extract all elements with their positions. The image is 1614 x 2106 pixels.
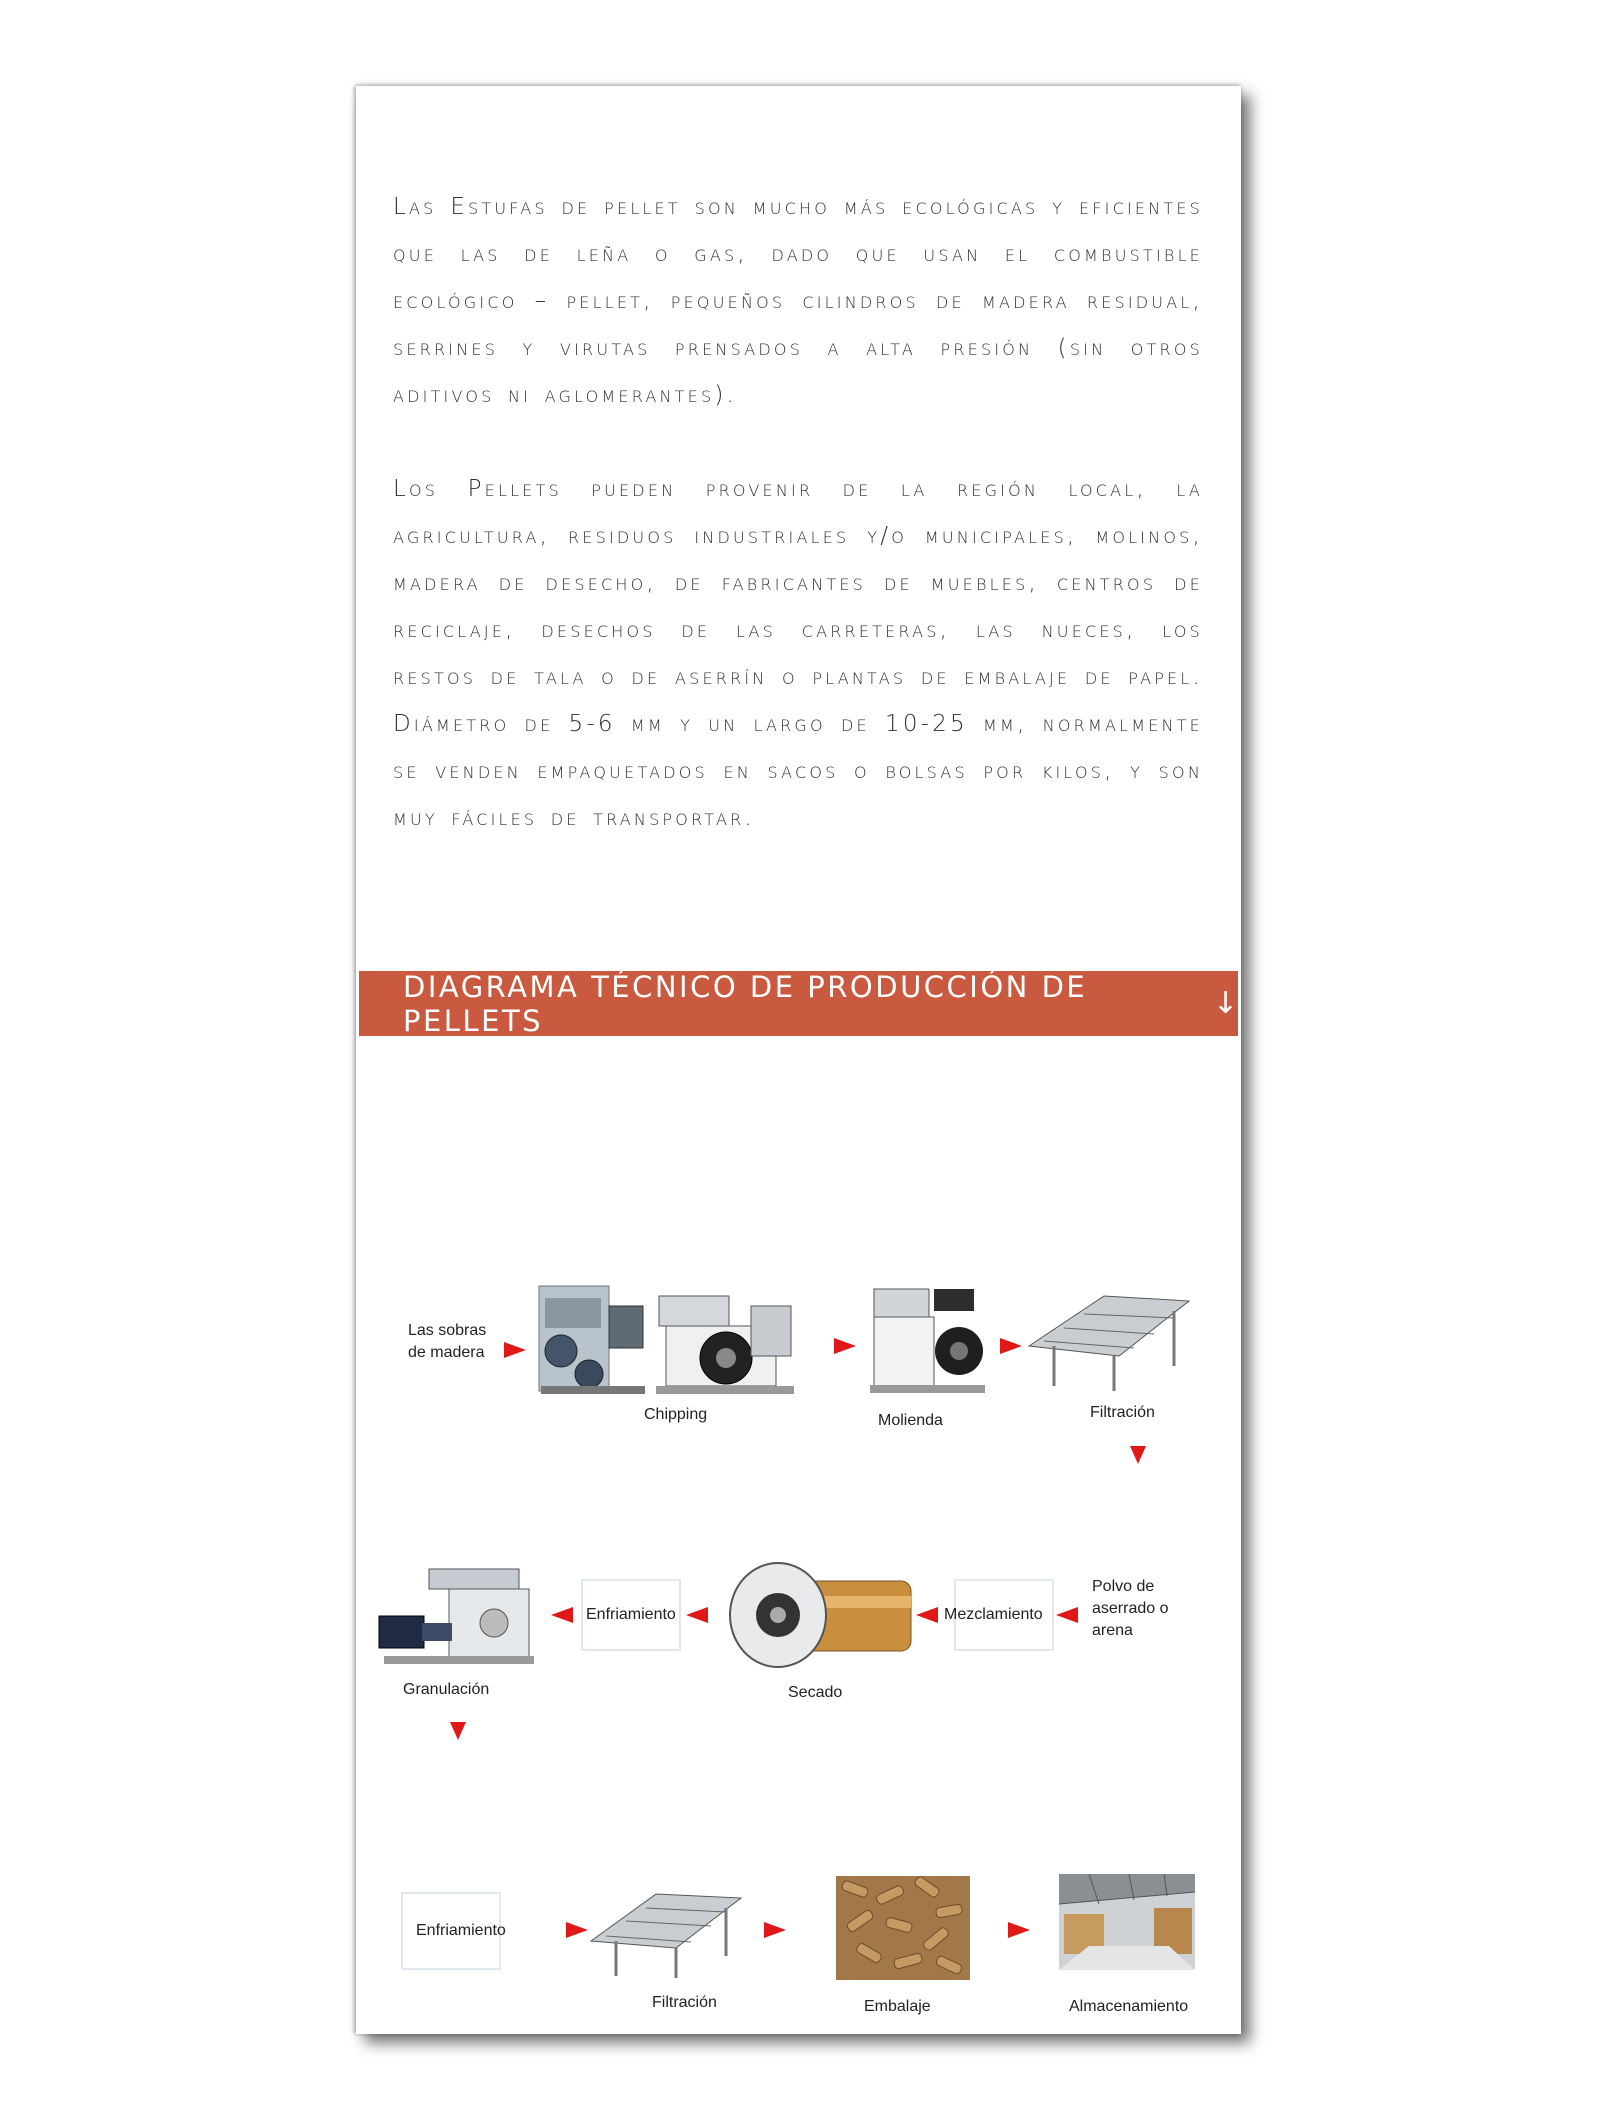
label-chipping: Chipping	[644, 1406, 708, 1423]
warehouse-photo-image	[1059, 1874, 1195, 1970]
label-granulacion: Granulación	[403, 1681, 490, 1698]
pellet-mill-image	[374, 1561, 554, 1676]
arrow-down-icon	[1130, 1446, 1146, 1464]
arrow-right-icon	[1008, 1922, 1030, 1938]
section-banner	[359, 971, 1238, 1036]
arrow-down-icon	[450, 1722, 466, 1740]
pellets-photo-image	[836, 1876, 970, 1980]
arrow-left-icon	[551, 1607, 573, 1623]
vibrating-screen-image-2	[586, 1886, 746, 1981]
arrow-right-icon	[764, 1922, 786, 1938]
intro-paragraph-2: Los Pellets pueden provenir de la región local, la agricultura, residuos industriales y/o municipales, molinos, madera de desecho, de fabricantes de muebles, centros de reciclaje, desechos de las carreteras, las nueces, los restos de tala o de aserrín o plantas de embalaje de papel. Diámetro de 5-6 mm y un largo de 10-25 mm, normalmente se venden empaquetados en sacos o bolsas por kilos, y son muy fáciles de transportar.	[393, 476, 1203, 831]
arrow-left-icon	[686, 1607, 708, 1623]
intro-paragraph-1: Las Estufas de pellet son mucho más ecológicas y eficientes que las de leña o gas, dado que usan el combustible ecológico – pellet, pequeños cilindros de madera residual, serrines y virutas prensados a alta presión (sin otros aditivos ni aglomerantes).	[393, 194, 1203, 408]
arrow-right-icon	[834, 1338, 856, 1354]
banner-title: DIAGRAMA TÉCNICO DE PRODUCCIÓN DE PELLETS	[403, 969, 1088, 1038]
vibrating-screen-image	[1024, 1286, 1194, 1396]
arrow-right-icon	[504, 1342, 526, 1358]
arrow-right-icon	[1000, 1338, 1022, 1354]
label-embalaje: Embalaje	[864, 1998, 931, 2015]
label-filtracion: Filtración	[1090, 1404, 1155, 1421]
production-diagram	[356, 1086, 1241, 2026]
chipping-machine-image	[651, 1286, 801, 1401]
label-secado: Secado	[788, 1684, 843, 1701]
rotary-dryer-image	[716, 1551, 916, 1676]
grinding-mill-image	[864, 1281, 994, 1401]
label-almacenamiento: Almacenamiento	[1069, 1998, 1189, 2015]
label-polvo: Polvo de aserrado o arena	[1092, 1578, 1169, 1639]
label-filtracion-2: Filtración	[652, 1994, 717, 2011]
label-mezclamiento: Mezclamiento	[944, 1606, 1043, 1623]
wood-chipper-image	[531, 1276, 651, 1401]
label-wood-scraps: Las sobras de madera	[408, 1322, 487, 1361]
page-card	[356, 86, 1241, 2034]
label-enfriamiento: Enfriamiento	[586, 1606, 676, 1623]
arrow-left-icon	[916, 1607, 938, 1623]
arrow-left-icon	[1056, 1607, 1078, 1623]
arrow-down-icon: ↓	[1212, 986, 1238, 1021]
label-molienda: Molienda	[878, 1412, 943, 1429]
label-enfriamiento-2: Enfriamiento	[416, 1922, 506, 1939]
intro-text	[393, 184, 1203, 889]
arrow-right-icon	[566, 1922, 588, 1938]
